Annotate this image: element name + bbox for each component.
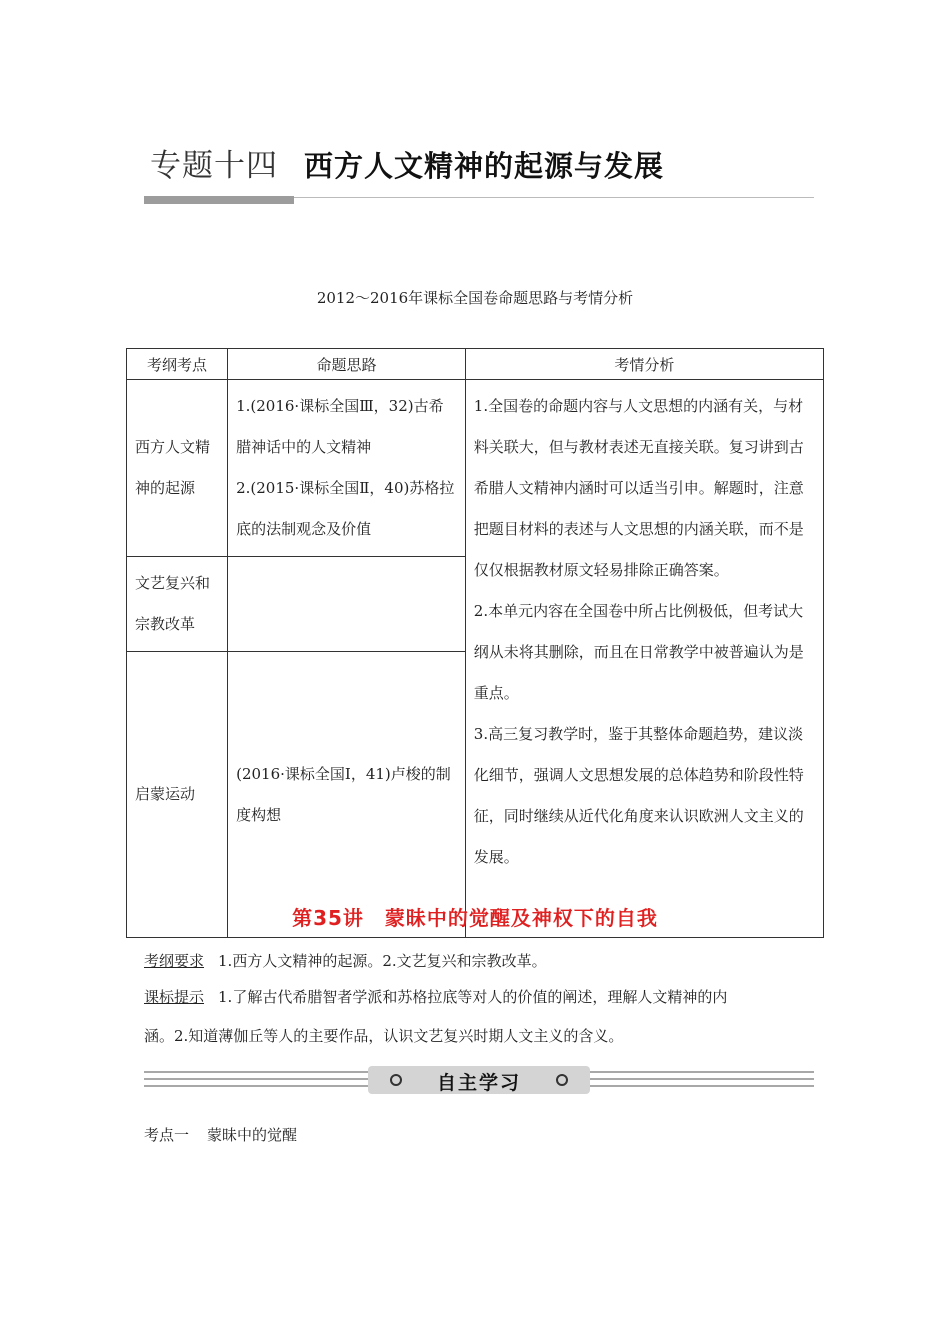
title-rule-accent <box>144 196 294 204</box>
table-header-cell: 考情分析 <box>465 349 823 380</box>
table-header-cell: 命题思路 <box>228 349 466 380</box>
analysis-paragraph: 2.本单元内容在全国卷中所占比例极低，但考试大纲从未将其删除，而且在日常教学中被普遍认为是重点。 <box>473 602 804 702</box>
table-row <box>127 380 824 557</box>
outline-label: 考纲要求 <box>144 952 205 970</box>
analysis-table <box>126 348 824 938</box>
table-header-cell: 考纲考点 <box>127 349 228 380</box>
point-heading <box>144 1124 297 1145</box>
standard-hint-continued <box>144 1025 623 1046</box>
analysis-paragraph: 3.高三复习教学时，鉴于其整体命题趋势，建议淡化细节，强调人文思想发展的总体趋势和阶段性特征，同时继续从近代化角度来认识欧洲人文主义的发展。 <box>473 725 804 866</box>
point-title: 蒙昧中的觉醒 <box>207 1126 298 1144</box>
proposition-cell <box>228 652 466 938</box>
standard-hint <box>144 986 727 1007</box>
section-banner <box>144 1066 814 1094</box>
exam-point-cell: 西方人文精神的起源 <box>127 380 228 557</box>
proposition-item: (2016·课标全国Ⅰ，41)卢梭的制度构想 <box>236 764 451 824</box>
topic-title <box>150 140 664 184</box>
proposition-cell <box>228 380 466 557</box>
banner-text: 自主学习 <box>436 1072 521 1094</box>
standard-text: 1.了解古代希腊智者学派和苏格拉底等对人的价值的阐述，理解人文精神的内 <box>218 988 728 1006</box>
banner-pill <box>368 1066 590 1094</box>
analysis-cell <box>465 380 823 938</box>
exam-point-cell: 启蒙运动 <box>127 652 228 938</box>
standard-text: 涵。2.知道薄伽丘等人的主要作品，认识文艺复兴时期人文主义的含义。 <box>144 1027 624 1045</box>
topic-label: 专题十四 <box>150 148 278 184</box>
table-header-row <box>127 349 824 380</box>
exam-point-cell: 文艺复兴和宗教改革 <box>127 557 228 652</box>
proposition-item: 1.(2016·课标全国Ⅲ，32)古希腊神话中的人文精神 <box>236 397 444 456</box>
point-label: 考点一 <box>144 1126 190 1144</box>
analysis-paragraph: 1.全国卷的命题内容与人文思想的内涵有关，与材料关联大，但与教材表述无直接关联。复习讲到古希腊人文精神内涵时可以适当引申。解题时，注意把题目材料的表述与人文思想的内涵关联，而不是仅仅根据教材原文轻易排除正确答案。 <box>473 397 804 579</box>
outline-requirement <box>144 950 547 971</box>
proposition-item: 2.(2015·课标全国Ⅱ，40)苏格拉底的法制观念及价值 <box>236 479 455 538</box>
standard-label: 课标提示 <box>144 988 205 1006</box>
banner-lines-left <box>144 1069 372 1091</box>
banner-lines-right <box>586 1069 814 1091</box>
lecture-title: 第35讲 蒙昧中的觉醒及神权下的自我 <box>292 906 658 930</box>
outline-text: 1.西方人文精神的起源。2.文艺复兴和宗教改革。 <box>218 952 547 970</box>
proposition-cell <box>228 557 466 652</box>
table-caption: 2012～2016年课标全国卷命题思路与考情分析 <box>316 289 634 307</box>
topic-name: 西方人文精神的起源与发展 <box>304 149 665 183</box>
